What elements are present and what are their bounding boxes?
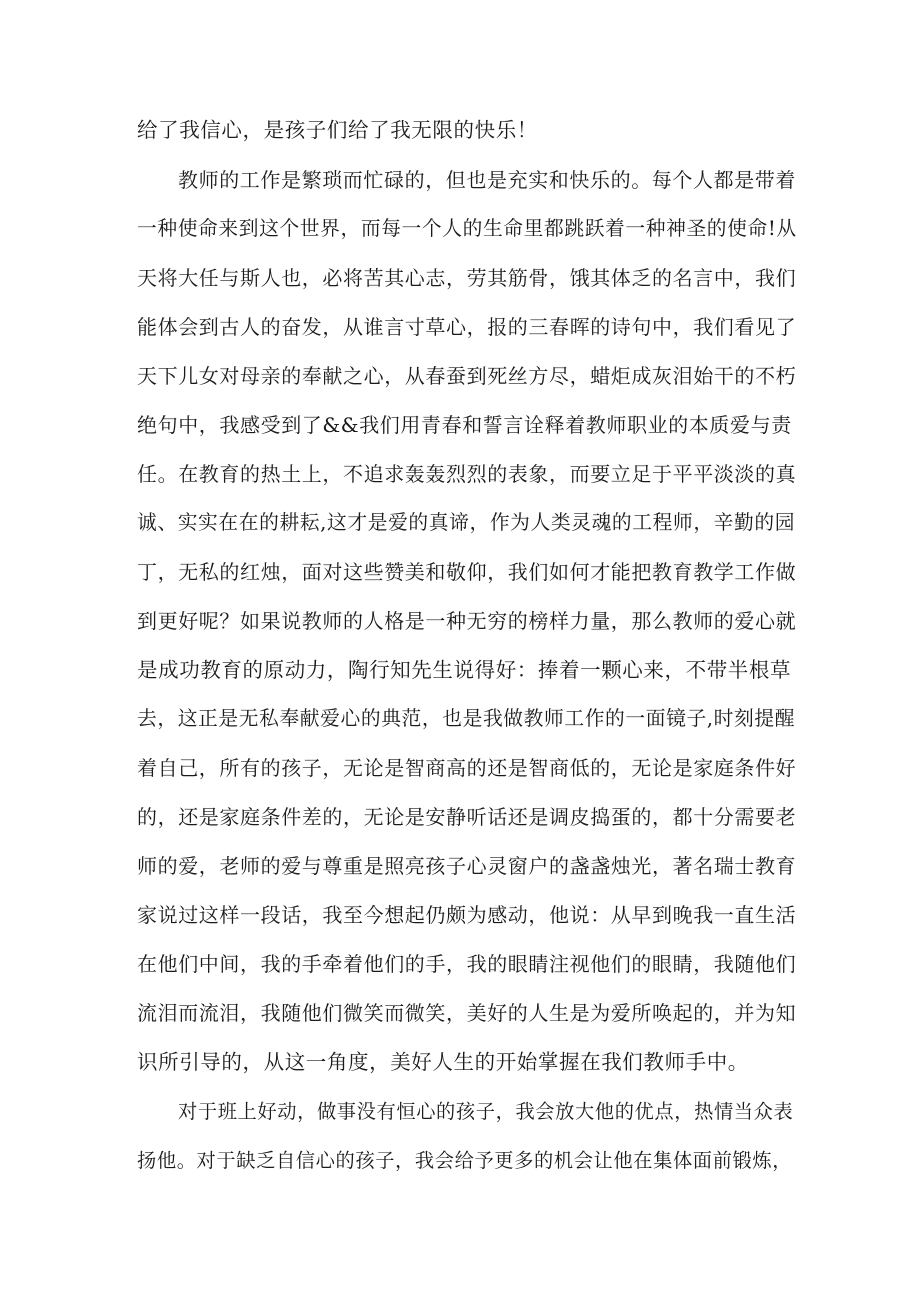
- text-line: 天下儿女对母亲的奉献之心，从春蚕到死丝方尽，蜡炬成灰泪始干的不朽: [137, 364, 797, 388]
- text-line: 去，这正是无私奉献爱心的典范，也是我做教师工作的一面镜子,时刻提醒: [137, 707, 796, 730]
- text-line: 给了我信心，是孩子们给了我无限的快乐！: [137, 118, 538, 142]
- text-line: 能体会到古人的奋发，从谁言寸草心，报的三春晖的诗句中，我们看见了: [137, 315, 797, 339]
- paragraph-start-line: 教师的工作是繁琐而忙碌的，但也是充实和快乐的。每个人都是带着: [178, 168, 796, 192]
- text-line: 任。在教育的热土上，不追求轰轰烈烈的表象，而要立足于平平淡淡的真: [137, 462, 797, 486]
- text-line: 诚、实实在在的耕耘,这才是爱的真谛，作为人类灵魂的工程师，辛勤的园: [137, 511, 796, 534]
- text-line: 天将大任与斯人也，必将苦其心志，劳其筋骨，饿其体乏的名言中，我们: [137, 266, 797, 290]
- text-line: 识所引导的，从这一角度，美好人生的开始掌握在我们教师手中。: [137, 1050, 749, 1074]
- text-line: 流泪而流泪，我随他们微笑而微笑，美好的人生是为爱所唤起的，并为知: [137, 1001, 797, 1025]
- text-line: 家说过这样一段话，我至今想起仍颇为感动，他说：从早到晚我一直生活: [137, 903, 797, 927]
- text-line: 到更好呢？如果说教师的人格是一种无穷的榜样力量，那么教师的爱心就: [137, 609, 797, 633]
- text-line: 的，还是家庭条件差的，无论是安静听话还是调皮捣蛋的，都十分需要老: [137, 805, 797, 829]
- paragraph-start-line: 对于班上好动，做事没有恒心的孩子，我会放大他的优点，热情当众表: [178, 1100, 794, 1123]
- text-line: 绝句中，我感受到了&&我们用青春和誓言诠释着教师职业的本质爱与责: [137, 413, 792, 437]
- text-line: 着自己，所有的孩子，无论是智商高的还是智商低的，无论是家庭条件好: [137, 756, 797, 780]
- text-line: 是成功教育的原动力，陶行知先生说得好：捧着一颗心来，不带半根草: [137, 658, 792, 682]
- text-line: 师的爱，老师的爱与尊重是照亮孩子心灵窗户的盏盏烛光，著名瑞士教育: [137, 854, 797, 878]
- text-line: 一种使命来到这个世界，而每一个人的生命里都跳跃着一种神圣的使命!从: [137, 217, 797, 240]
- text-line: 丁，无私的红烛，面对这些赞美和敬仰，我们如何才能把教育教学工作做: [137, 560, 797, 584]
- text-line: 在他们中间，我的手牵着他们的手，我的眼睛注视他们的眼睛，我随他们: [137, 952, 797, 976]
- text-line: 扬他。对于缺乏自信心的孩子，我会给予更多的机会让他在集体面前锻炼，: [137, 1149, 793, 1172]
